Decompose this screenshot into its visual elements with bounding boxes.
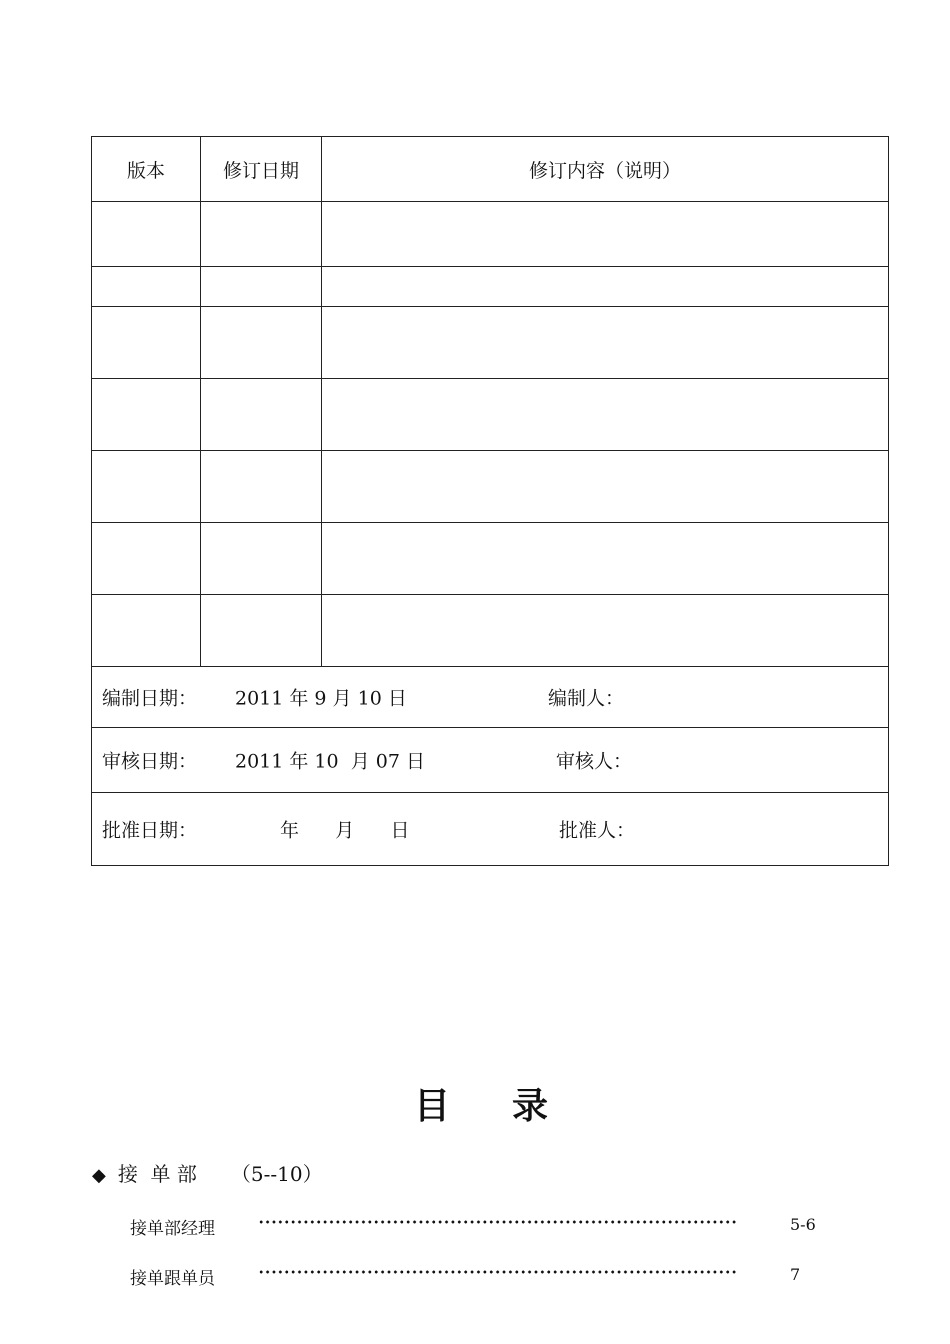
table-row — [92, 202, 889, 267]
approve-date-label: 批准日期： — [102, 819, 198, 842]
date-cell[interactable] — [201, 202, 322, 267]
approve-row — [92, 793, 889, 866]
review-date-value[interactable]: 2011 年 10 月 07 日 — [235, 750, 425, 773]
content-cell[interactable] — [322, 379, 889, 451]
version-cell[interactable] — [92, 379, 201, 451]
content-cell[interactable] — [322, 307, 889, 379]
toc-item-label[interactable]: 接单跟单员 — [130, 1269, 215, 1289]
approve-date-value[interactable]: 年 月 日 — [280, 819, 410, 842]
version-cell[interactable] — [92, 307, 201, 379]
toc-title: 目录 — [413, 1086, 610, 1127]
version-cell[interactable] — [92, 595, 201, 667]
toc-item-label[interactable]: 接单部经理 — [130, 1219, 215, 1239]
review-cell — [92, 728, 889, 793]
table-row — [92, 267, 889, 307]
header-version: 版本 — [92, 137, 201, 202]
content-cell[interactable] — [322, 523, 889, 595]
date-cell[interactable] — [201, 267, 322, 307]
date-cell[interactable] — [201, 307, 322, 379]
table-row — [92, 379, 889, 451]
toc-section-heading — [92, 1158, 323, 1187]
table-row — [92, 307, 889, 379]
compile-row — [92, 667, 889, 728]
version-cell[interactable] — [92, 451, 201, 523]
date-cell[interactable] — [201, 523, 322, 595]
date-cell[interactable] — [201, 595, 322, 667]
compile-cell — [92, 667, 889, 728]
section-name: 接 单 部 — [117, 1162, 197, 1186]
diamond-bullet-icon: ◆ — [92, 1165, 106, 1186]
table-row — [92, 523, 889, 595]
date-cell[interactable] — [201, 379, 322, 451]
header-revision-date: 修订日期 — [201, 137, 322, 202]
content-cell[interactable] — [322, 202, 889, 267]
compile-date-value[interactable]: 2011 年 9 月 10 日 — [235, 687, 407, 710]
review-row — [92, 728, 889, 793]
approve-cell — [92, 793, 889, 866]
compile-date-label: 编制日期： — [102, 687, 198, 710]
toc-item-page: 5-6 — [790, 1215, 816, 1234]
date-cell[interactable] — [201, 451, 322, 523]
version-cell[interactable] — [92, 523, 201, 595]
toc-item-page: 7 — [790, 1265, 801, 1284]
version-cell[interactable] — [92, 267, 201, 307]
content-cell[interactable] — [322, 595, 889, 667]
toc-leader-dots — [258, 1220, 738, 1224]
content-cell[interactable] — [322, 267, 889, 307]
content-cell[interactable] — [322, 451, 889, 523]
revision-table — [91, 136, 889, 866]
toc-leader-dots — [258, 1270, 738, 1274]
review-date-label: 审核日期： — [102, 750, 198, 773]
version-cell[interactable] — [92, 202, 201, 267]
table-row — [92, 595, 889, 667]
compiler-label: 编制人： — [548, 687, 625, 710]
table-row — [92, 451, 889, 523]
approver-label: 批准人： — [559, 819, 636, 842]
header-revision-content: 修订内容（说明） — [322, 137, 889, 202]
section-page-range: （5--10） — [230, 1162, 323, 1186]
reviewer-label: 审核人： — [556, 750, 633, 773]
revision-table-header — [92, 137, 889, 202]
